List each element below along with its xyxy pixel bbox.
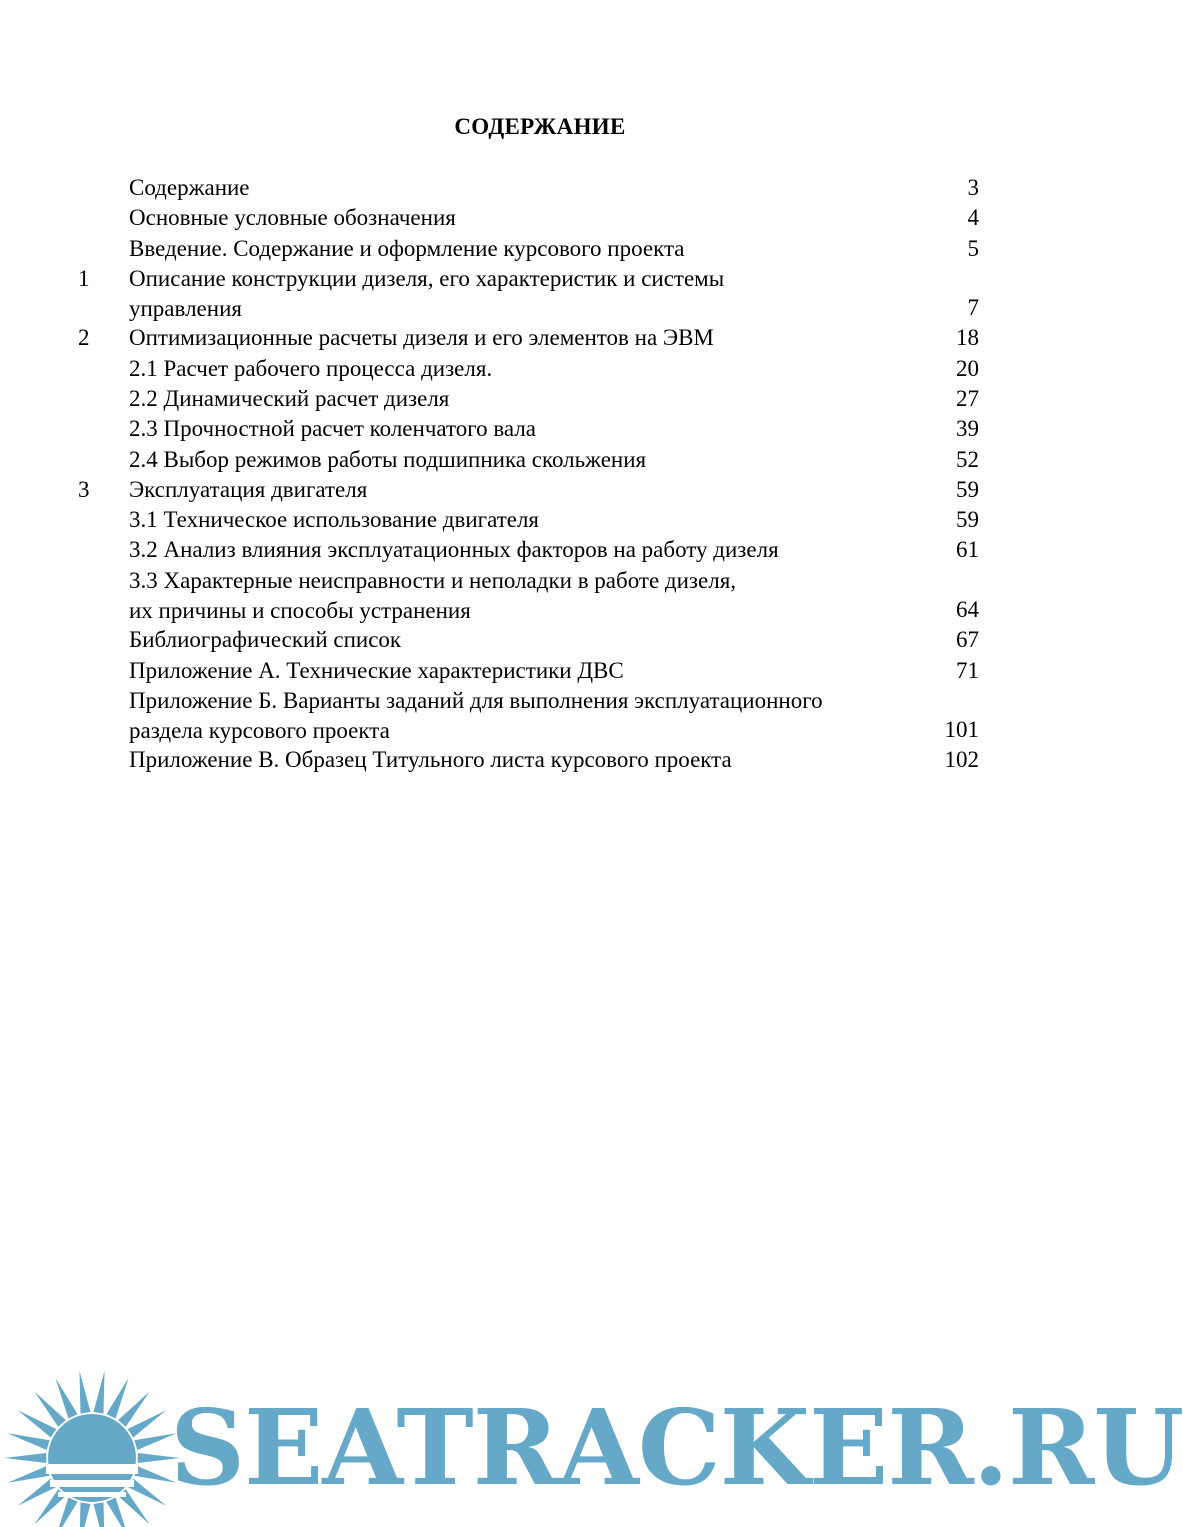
- toc-entry-title: Введение. Содержание и оформление курсового проекта: [129, 235, 685, 261]
- sun-ray: [94, 1371, 105, 1414]
- toc-entry: [0, 656, 1080, 686]
- sun-ray: [8, 1466, 50, 1483]
- toc-entry: [0, 173, 1080, 203]
- toc-entry-title-line: раздела курсового проекта: [129, 718, 390, 744]
- toc-entry-page: 59: [956, 507, 979, 533]
- page-title: СОДЕРЖАНИЕ: [454, 114, 626, 139]
- toc-entry: [0, 745, 1080, 775]
- toc-entry: [0, 475, 1080, 505]
- toc-entry-number: 3: [78, 476, 90, 502]
- toc-entry-title: Библиографический список: [129, 627, 402, 653]
- toc-entry-page: 5: [967, 235, 979, 261]
- toc-entry: [0, 625, 1080, 655]
- sun-ray: [79, 1503, 90, 1527]
- toc-entry: [0, 505, 1080, 535]
- toc-entry-title: 2.3 Прочностной расчет коленчатого вала: [129, 416, 537, 442]
- toc-entry-title: 2.1 Расчет рабочего процесса дизеля.: [129, 355, 493, 381]
- toc-entry: [0, 234, 1080, 264]
- sun-ray: [94, 1503, 105, 1527]
- toc-entry-title: Приложение А. Технические характеристики ДВС: [129, 657, 624, 683]
- toc-entry-page: 20: [956, 355, 979, 381]
- toc-entry: [0, 203, 1080, 233]
- toc-entry-title: Эксплуатация двигателя: [129, 476, 368, 502]
- toc-entry-page: 67: [956, 627, 979, 653]
- toc-entry-title: 3.2 Анализ влияния эксплуатационных факторов на работу дизеля: [129, 537, 779, 563]
- toc-entry-title: Оптимизационные расчеты дизеля и его элементов на ЭВМ: [129, 325, 714, 351]
- toc-entry-page: 4: [967, 205, 979, 231]
- toc-entry-title: 2.2 Динамический расчет дизеля: [129, 385, 450, 411]
- toc-entry-page: 3: [967, 175, 979, 200]
- toc-entry-page: 101: [944, 717, 979, 743]
- toc-entry-number: 1: [78, 265, 90, 291]
- toc-entry-title-line: Описание конструкции дизеля, его характеристик и системы: [129, 265, 725, 291]
- toc-entry-page: 71: [956, 657, 979, 683]
- toc-entry: [0, 566, 1080, 626]
- toc-entry: [0, 414, 1080, 444]
- sun-ray: [79, 1371, 90, 1414]
- toc-entry-title-line: Приложение Б. Варианты заданий для выполнения эксплуатационного: [129, 687, 823, 713]
- toc-entry: [0, 354, 1080, 384]
- toc-entry-page: 102: [944, 747, 979, 773]
- toc-entry-title: Основные условные обозначения: [129, 205, 456, 231]
- sun-ray: [55, 1378, 77, 1419]
- toc-entry-title: Содержание: [129, 175, 250, 200]
- toc-entry-title-line: их причины и способы устранения: [129, 598, 471, 624]
- toc-entry-title-line: 3.3 Характерные неисправности и неполадки в работе дизеля,: [129, 567, 737, 593]
- toc-entry-page: 39: [956, 416, 979, 442]
- toc-entry-title-line: управления: [129, 296, 242, 322]
- table-of-contents: [0, 173, 1080, 776]
- toc-entry-page: 59: [956, 476, 979, 502]
- toc-entry-page: 18: [956, 325, 979, 351]
- sun-ray: [8, 1433, 50, 1450]
- toc-entry-title: [129, 566, 736, 627]
- toc-entry: [0, 445, 1080, 475]
- toc-entry: [0, 535, 1080, 565]
- toc-entry-title: [129, 264, 724, 325]
- toc-entry-title: Приложение В. Образец Титульного листа курсового проекта: [129, 747, 732, 773]
- toc-entry: [0, 323, 1080, 353]
- toc-entry-title: [129, 686, 823, 747]
- toc-entry: [0, 264, 1080, 324]
- toc-entry-title: 3.1 Техническое использование двигателя: [129, 507, 540, 533]
- toc-entry-page: 27: [956, 385, 979, 411]
- sun-ray: [4, 1453, 46, 1463]
- toc-entry-page: 64: [956, 596, 979, 622]
- sun-ray: [106, 1378, 128, 1419]
- toc-entry-page: 7: [967, 295, 979, 321]
- toc-entry: [0, 384, 1080, 414]
- toc-entry: [0, 686, 1080, 746]
- toc-entry-title: 2.4 Выбор режимов работы подшипника скольжения: [129, 446, 647, 472]
- watermark-text: SEATRACKER.RU: [170, 1386, 1183, 1509]
- toc-entry-number: 2: [78, 325, 90, 351]
- toc-entry-page: 61: [956, 537, 979, 563]
- toc-entry-page: 52: [956, 446, 979, 472]
